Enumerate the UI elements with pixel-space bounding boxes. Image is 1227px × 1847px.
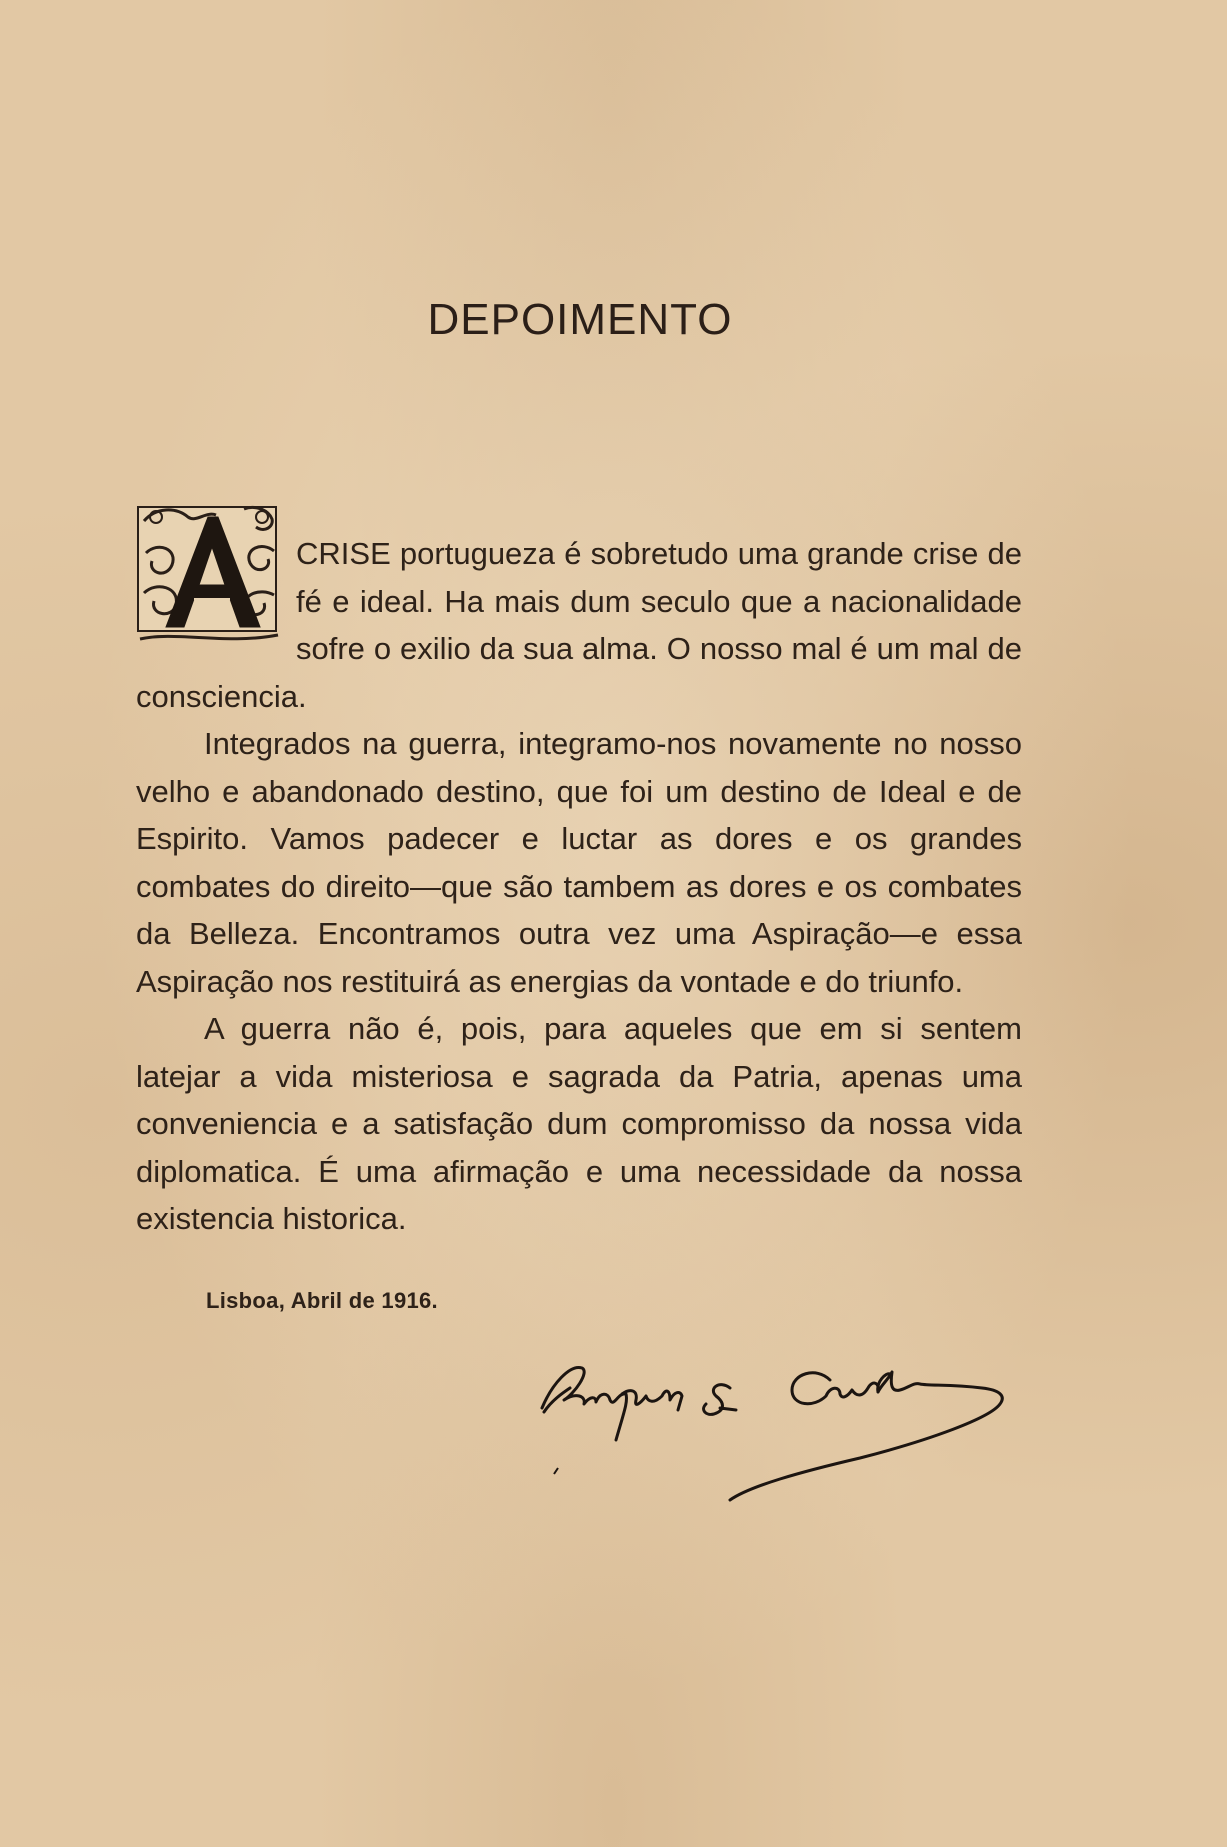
paragraph-1	[136, 530, 1022, 720]
handwritten-signature	[530, 1330, 1020, 1510]
paragraph-1-text: CRISE portugueza é sobretudo uma grande crise de fé e ideal. Ha mais dum seculo que a nacionalidade sofre o exilio da sua alma. O nosso mal é um mal de consciencia.	[136, 536, 1022, 714]
ornamental-dropcap-a	[136, 503, 282, 645]
paragraph-3: A guerra não é, pois, para aqueles que em si sentem latejar a vida misteriosa e sagrada da Patria, apenas uma conveniencia e a satisfação dum compromisso da nossa vida diplomatica. É uma afirmação e uma necessidade da nossa existencia historica.	[136, 1011, 1022, 1236]
page-title: DEPOIMENTO	[427, 295, 733, 344]
paragraph-2: Integrados na guerra, integramo-nos novamente no nosso velho e abandonado destino, que foi um destino de Ideal e de Espirito. Vamos padecer e luctar as dores e os grandes combates do direito—que são tambem as dores e os combates da Belleza. Encontramos outra vez uma Aspiração—e essa Aspiração nos restituirá as energias da vontade e do triunfo.	[136, 726, 1022, 999]
place-date: Lisboa, Abril de 1916.	[206, 1288, 438, 1313]
body-text	[136, 530, 1022, 1243]
